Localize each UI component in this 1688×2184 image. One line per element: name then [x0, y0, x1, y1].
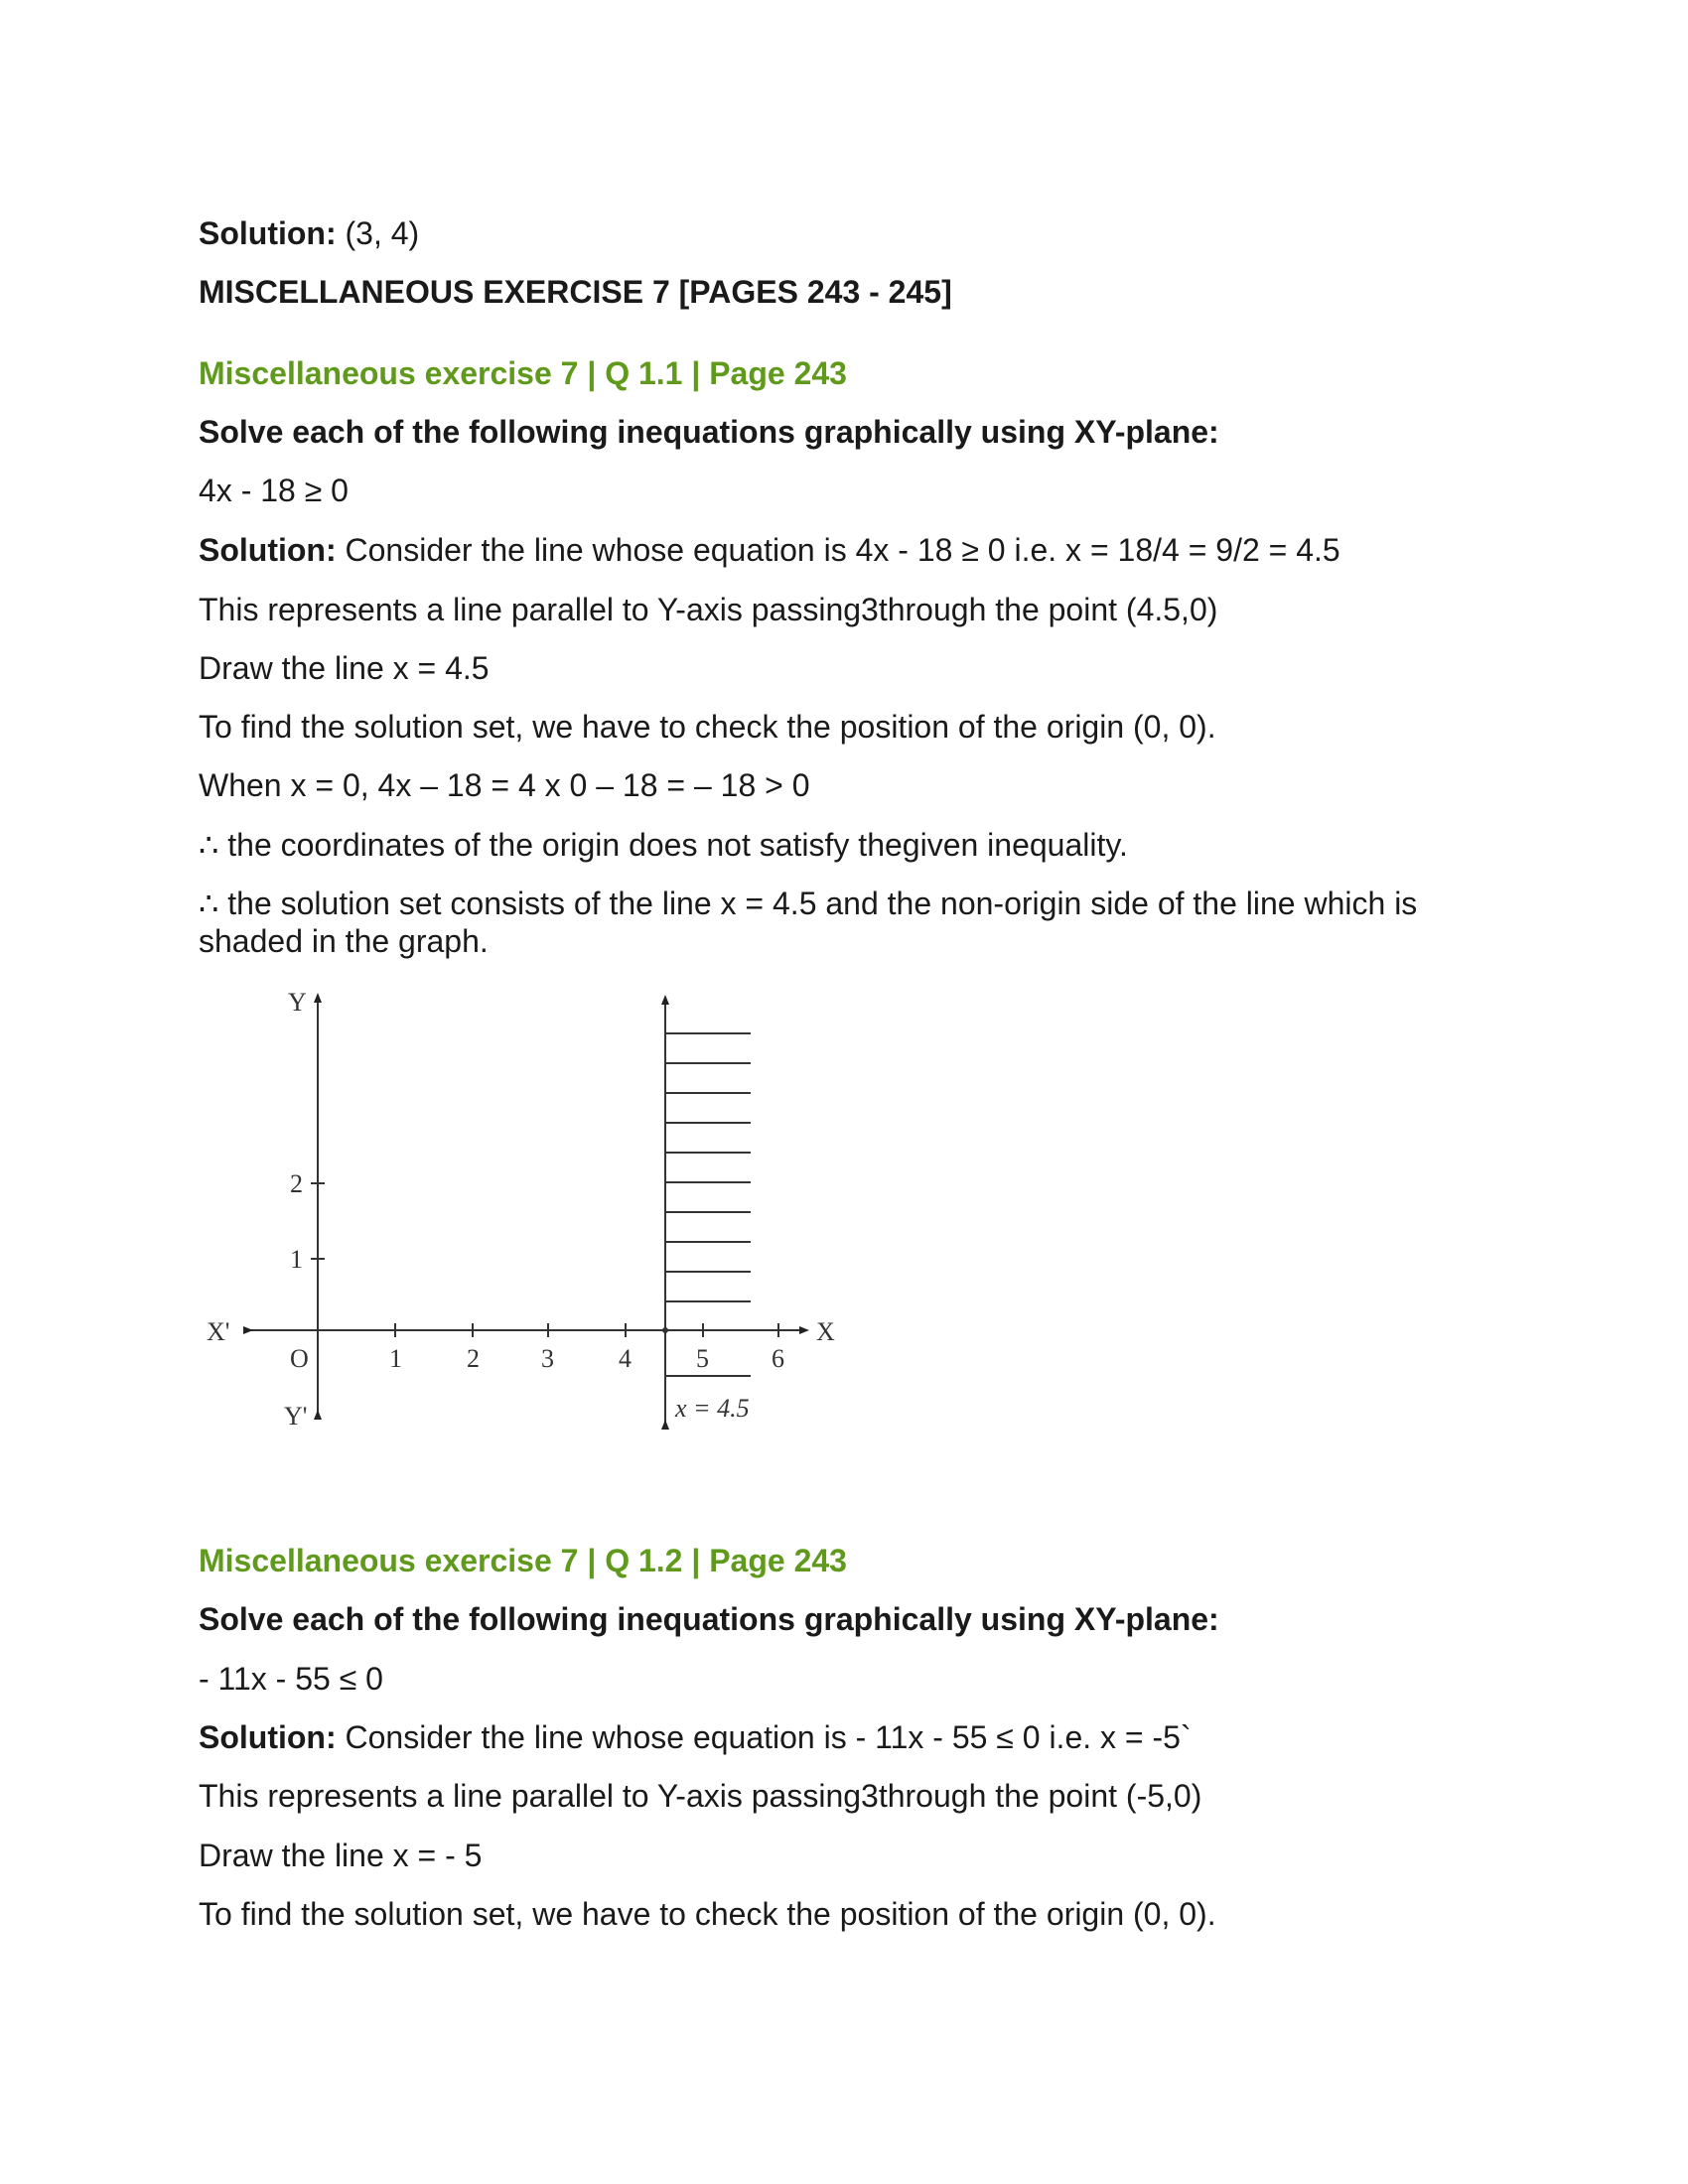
y-tick-1 — [290, 1245, 325, 1274]
solution-text: Consider the line whose equation is - 11x - 55 ≤ 0 i.e. x = -5` — [336, 1719, 1192, 1755]
q1-solution — [199, 531, 1340, 569]
solution-label: Solution: — [199, 215, 337, 251]
q1-line-2: Draw the line x = 4.5 — [199, 650, 490, 686]
q1-prompt: Solve each of the following inequations graphically using XY-plane: — [199, 414, 1219, 450]
q1-inequation: 4x - 18 ≥ 0 — [199, 473, 349, 508]
y-neg-axis-label: Y' — [284, 1402, 308, 1431]
q1-heading: Miscellaneous exercise 7 | Q 1.1 | Page 243 — [199, 355, 847, 391]
solution-text: Consider the line whose equation is 4x - 18 ≥ 0 i.e. x = 18/4 = 9/2 = 4.5 — [336, 532, 1340, 568]
q1-line-5: ∴ the coordinates of the origin does not satisfy thegiven inequality. — [199, 827, 1128, 863]
x-axis-label: X — [816, 1317, 835, 1346]
x-tick-label-4: 4 — [619, 1344, 632, 1373]
q2-prompt: Solve each of the following inequations graphically using XY-plane: — [199, 1601, 1219, 1637]
q1-line-3: To find the solution set, we have to check the position of the origin (0, 0). — [199, 709, 1216, 745]
shaded-region — [665, 1033, 751, 1376]
x-tick-label-5: 5 — [696, 1344, 709, 1373]
y-tick-label-1: 1 — [290, 1245, 303, 1274]
origin-label: O — [290, 1344, 309, 1373]
q2-line-2: Draw the line x = - 5 — [199, 1838, 483, 1873]
q1-line-6: ∴ the solution set consists of the line x = 4.5 and the non-origin side of the line which is shaded in the graph. — [199, 886, 1418, 959]
solution-label: Solution: — [199, 1719, 337, 1755]
y-tick-label-2: 2 — [290, 1169, 303, 1198]
x-neg-axis-label: X' — [207, 1317, 230, 1346]
solution-label: Solution: — [199, 532, 337, 568]
x-tick-label-6: 6 — [772, 1344, 784, 1373]
q2-solution — [199, 1718, 1192, 1756]
graph-svg — [199, 978, 894, 1484]
section-title: MISCELLANEOUS EXERCISE 7 [PAGES 243 - 245] — [199, 274, 952, 310]
q2-line-1: This represents a line parallel to Y-axis passing3through the point (-5,0) — [199, 1778, 1202, 1814]
inequality-graph — [199, 978, 894, 1484]
y-tick-2 — [290, 1169, 325, 1198]
previous-solution — [199, 214, 419, 252]
x-tick-label-2: 2 — [467, 1344, 480, 1373]
q2-heading: Miscellaneous exercise 7 | Q 1.2 | Page 243 — [199, 1543, 847, 1578]
x-tick-label-1: 1 — [389, 1344, 402, 1373]
solution-text: (3, 4) — [336, 215, 420, 251]
boundary-point — [662, 1327, 668, 1333]
x-tick-label-3: 3 — [541, 1344, 554, 1373]
q2-inequation: - 11x - 55 ≤ 0 — [199, 1661, 383, 1697]
y-axis-label: Y — [288, 988, 307, 1017]
q1-line-4: When x = 0, 4x – 18 = 4 x 0 – 18 = – 18 > 0 — [199, 767, 810, 803]
boundary-line-label: x = 4.5 — [675, 1394, 750, 1423]
q1-line-1: This represents a line parallel to Y-axis passing3through the point (4.5,0) — [199, 592, 1218, 627]
q2-line-3: To find the solution set, we have to check the position of the origin (0, 0). — [199, 1896, 1216, 1932]
